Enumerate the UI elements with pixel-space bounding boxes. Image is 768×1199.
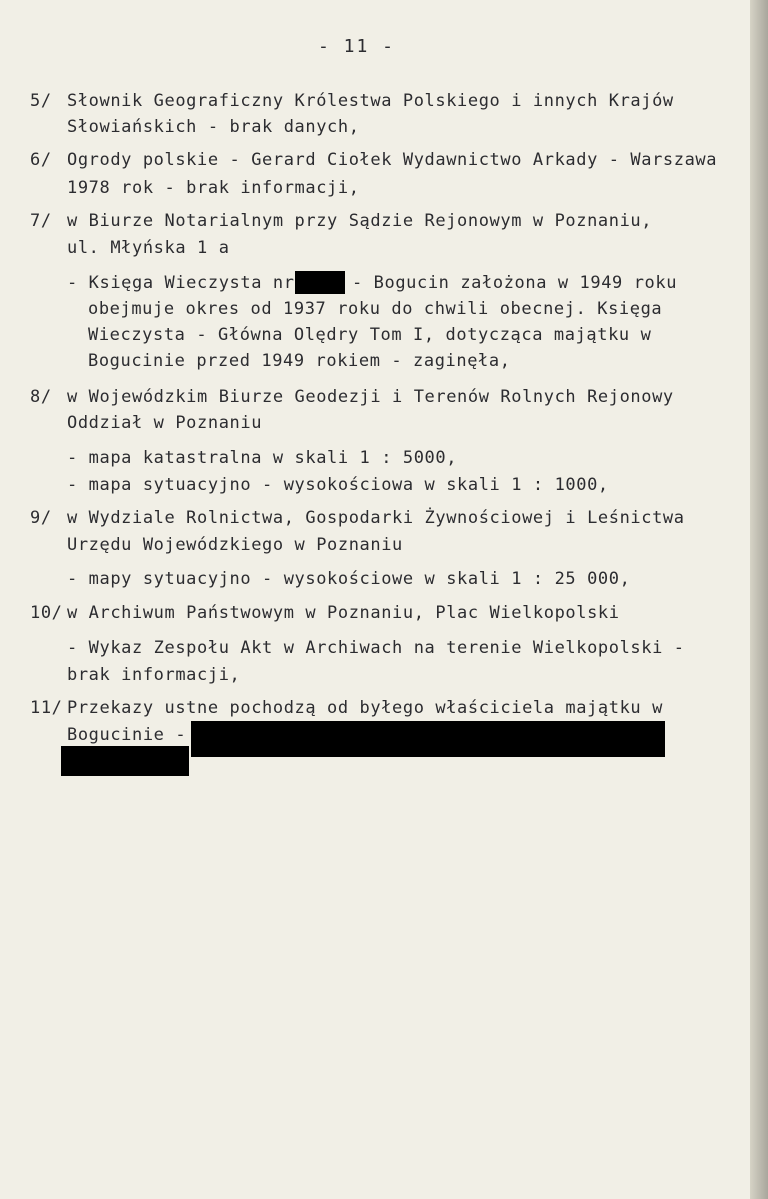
item-10-sub-1: - Wykaz Zespołu Akt w Archiwach na terenie Wielkopolski - [67,638,685,658]
item-8-line-2: Oddział w Poznaniu [67,413,263,433]
item-5-line-1: Słownik Geograficzny Królestwa Polskiego i innych Krajów [67,91,674,111]
item-9-sub-1: - mapy sytuacyjno - wysokościowe w skali 1 : 25 000, [67,569,631,589]
redaction-box [61,746,189,776]
redaction-box [191,721,665,757]
item-7-sub-line-4: Bogucinie przed 1949 rokiem - zaginęła, [88,351,511,371]
item-9-line-2: Urzędu Wojewódzkiego w Poznaniu [67,535,403,555]
item-number-10: 10/ [30,603,63,623]
item-number-9: 9/ [30,508,52,528]
item-11-line-2: Bogucinie - [67,725,187,745]
item-10-line-1: w Archiwum Państwowym w Poznaniu, Plac Wielkopolski [67,603,620,623]
item-8-line-1: w Wojewódzkim Biurze Geodezji i Terenów Rolnych Rejonowy [67,387,674,407]
item-8-sub-2: - mapa sytuacyjno - wysokościowa w skali 1 : 1000, [67,475,609,495]
item-10-sub-2: brak informacji, [67,665,241,685]
redaction-box [295,271,345,294]
item-number-8: 8/ [30,387,52,407]
item-9-line-1: w Wydziale Rolnictwa, Gospodarki Żywnościowej i Leśnictwa [67,508,685,528]
item-number-5: 5/ [30,91,52,111]
item-7-sub-prefix: - Księga Wieczysta nr [67,273,295,293]
item-6-line-2: 1978 rok - brak informacji, [67,178,360,198]
item-5-line-2: Słowiańskich - brak danych, [67,117,360,137]
item-number-7: 7/ [30,211,52,231]
item-6-line-1: Ogrody polskie - Gerard Ciołek Wydawnictwo Arkady - Warszawa [67,150,718,170]
item-number-11: 11/ [30,698,63,718]
item-7-line-1: w Biurze Notarialnym przy Sądzie Rejonowym w Poznaniu, [67,211,653,231]
page-edge [750,0,768,1199]
page-number: - 11 - [318,36,396,57]
item-7-sub-line-3: Wieczysta - Główna Olędry Tom I, dotycząca majątku w [88,325,652,345]
item-7-line-2: ul. Młyńska 1 a [67,238,230,258]
item-11-line-1: Przekazy ustne pochodzą od byłego właściciela majątku w [67,698,663,718]
item-7-sub-suffix: - Bogucin założona w 1949 roku [352,273,678,293]
item-number-6: 6/ [30,150,52,170]
item-7-sub-line-2: obejmuje okres od 1937 roku do chwili obecnej. Księga [88,299,663,319]
item-8-sub-1: - mapa katastralna w skali 1 : 5000, [67,448,458,468]
